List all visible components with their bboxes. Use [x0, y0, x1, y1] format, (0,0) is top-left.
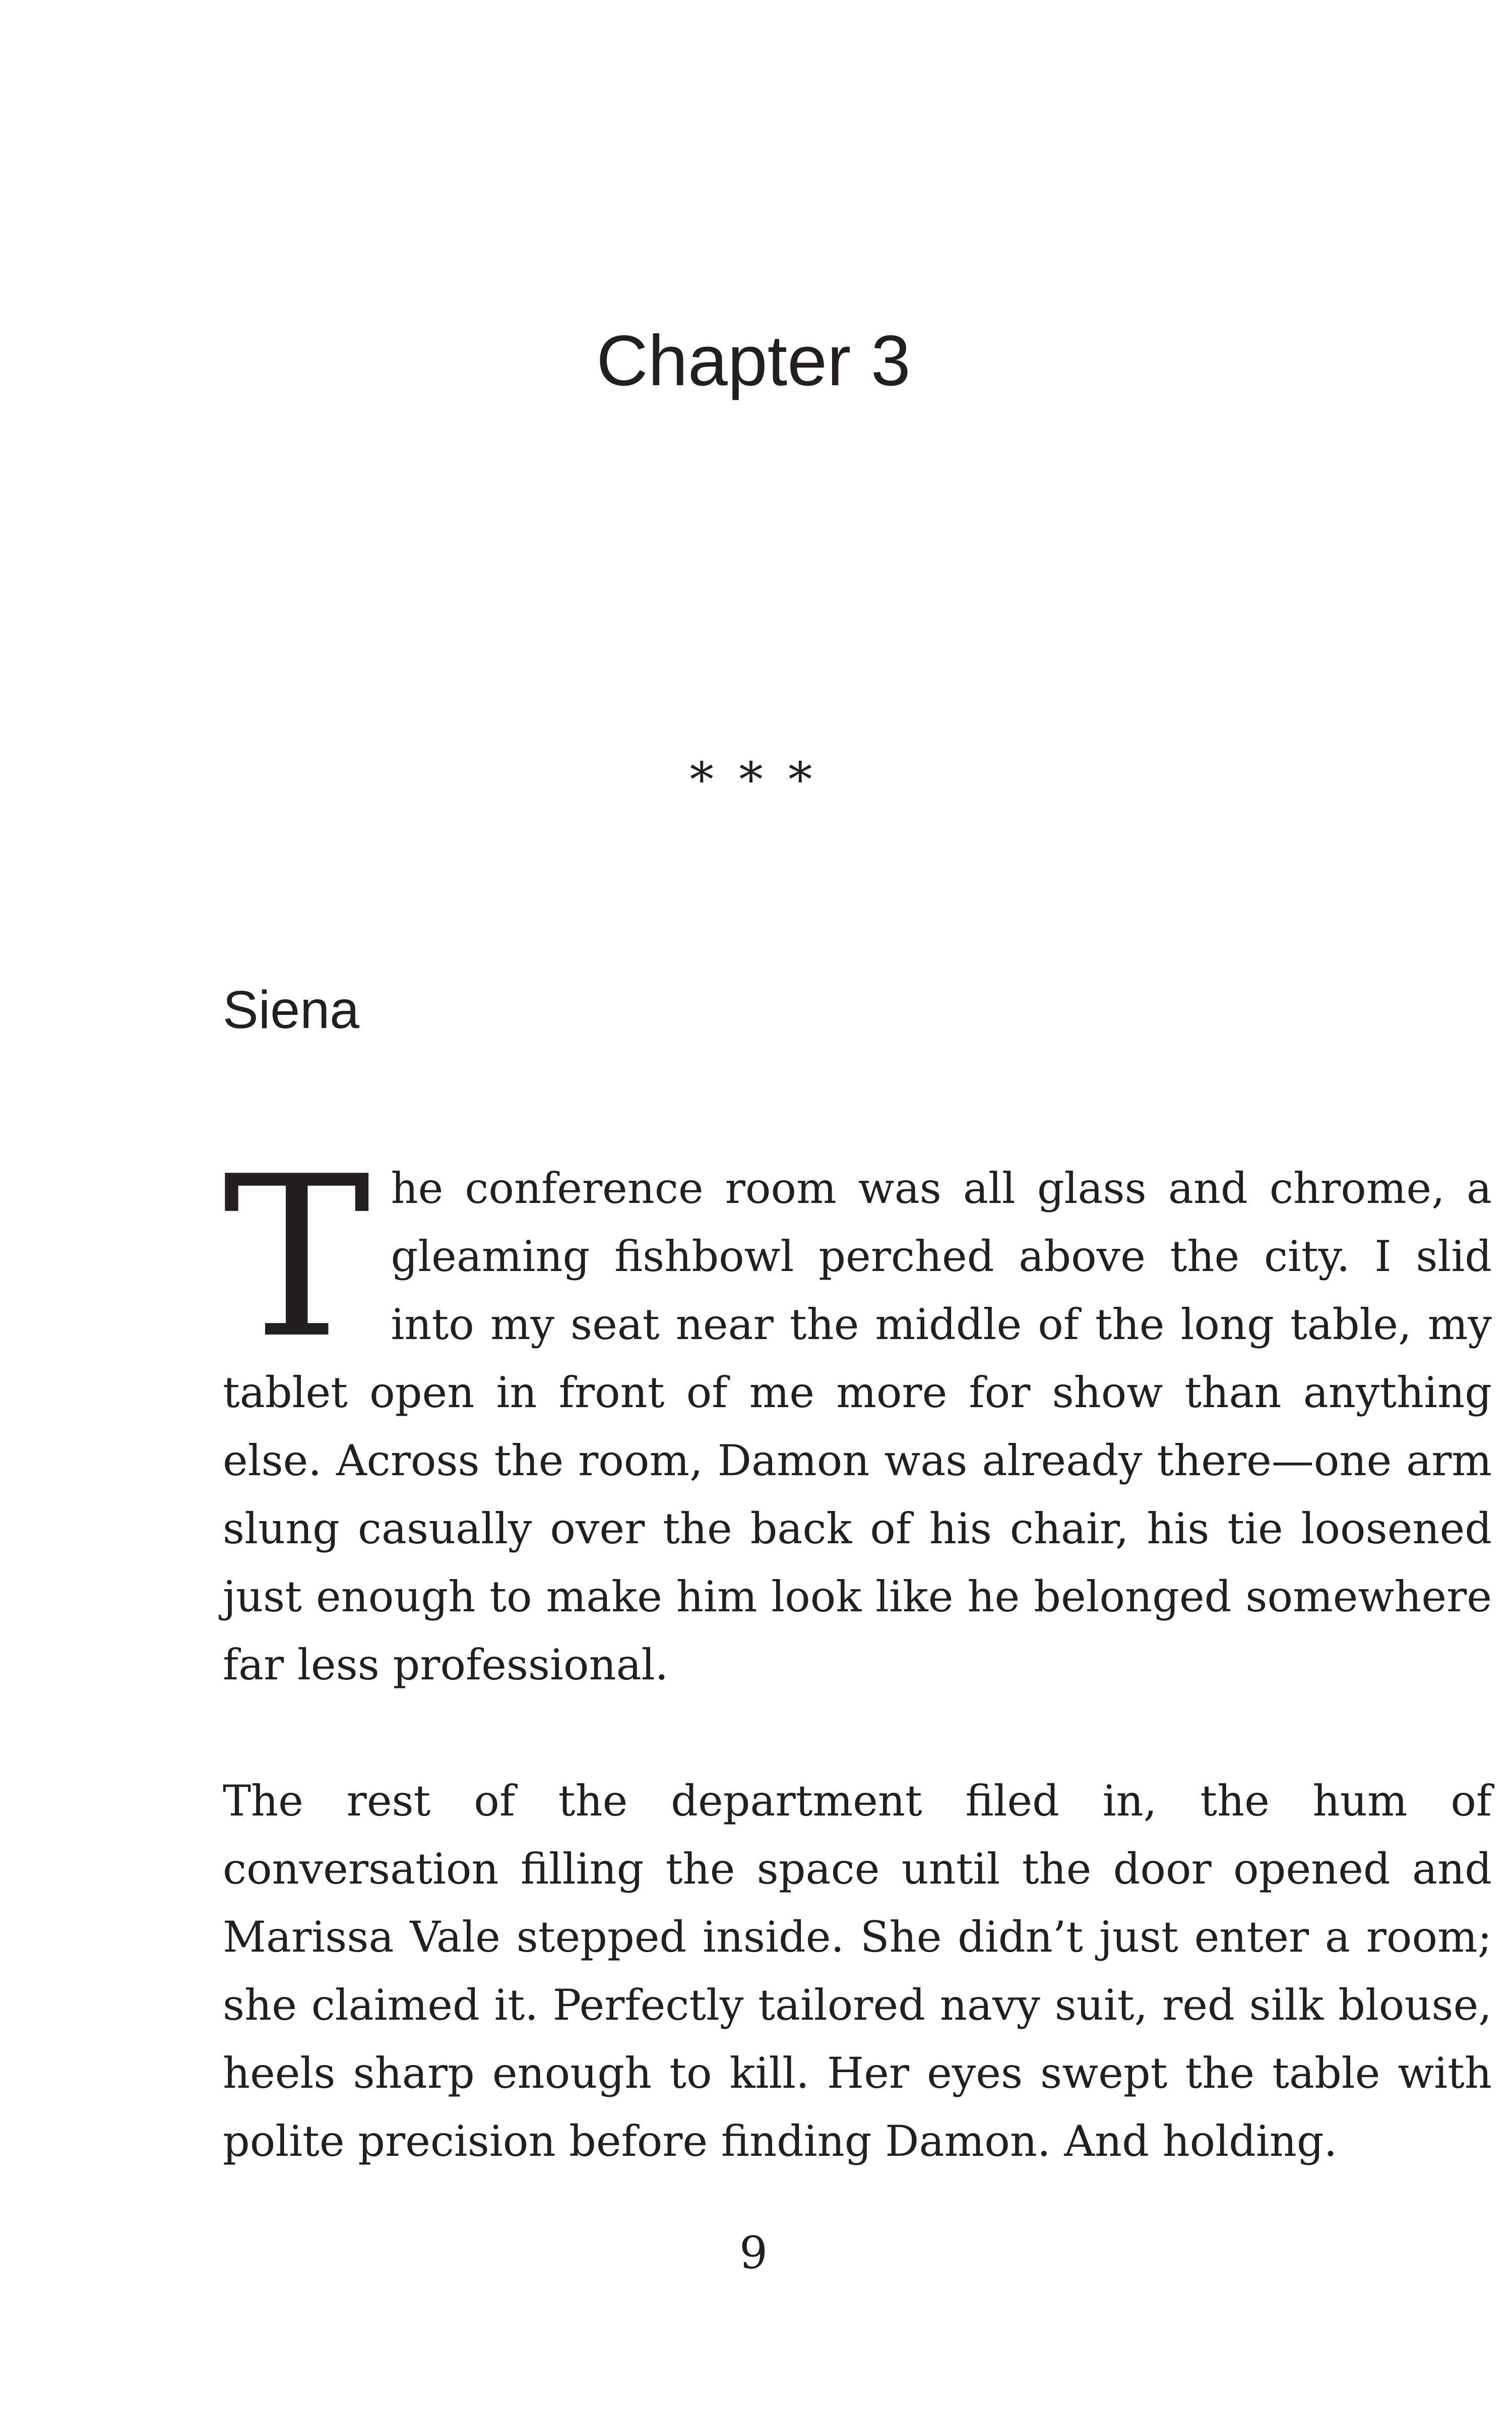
- body-text: [223, 1129, 1492, 2175]
- paragraph-2: The rest of the department filed in, the hum of conversation filling the space until the door opened and Marissa Vale stepped inside. She didn’t just enter a room; she claimed it. Perfectly tailored navy suit, red silk blouse, heels sharp enough to kill. Her eyes swept the table with polite precision before finding Damon. And holding.: [223, 1776, 1492, 2166]
- page-number: [0, 2227, 1512, 2279]
- chapter-title-text: Chapter 3: [596, 321, 911, 401]
- page-number-text: 9: [739, 2227, 768, 2279]
- chapter-title: [0, 321, 1512, 401]
- pov-heading: Siena: [223, 980, 360, 1040]
- scene-break-text: * * *: [689, 752, 817, 808]
- paragraph-1-text: he conference room was all glass and chrome, a gleaming fishbowl perched above the city. I slid into my seat near the middle of the long table, my tablet open in front of me more for show than anything else. Across the room, Damon was already there—one arm slung casually over the back of his chair, his tie loosened just enough to make him look like he belonged somewhere far less professional.: [223, 1164, 1492, 1689]
- drop-cap: T: [223, 1129, 371, 1387]
- scene-break: [0, 752, 1512, 808]
- paragraph-1: [223, 1129, 1492, 1699]
